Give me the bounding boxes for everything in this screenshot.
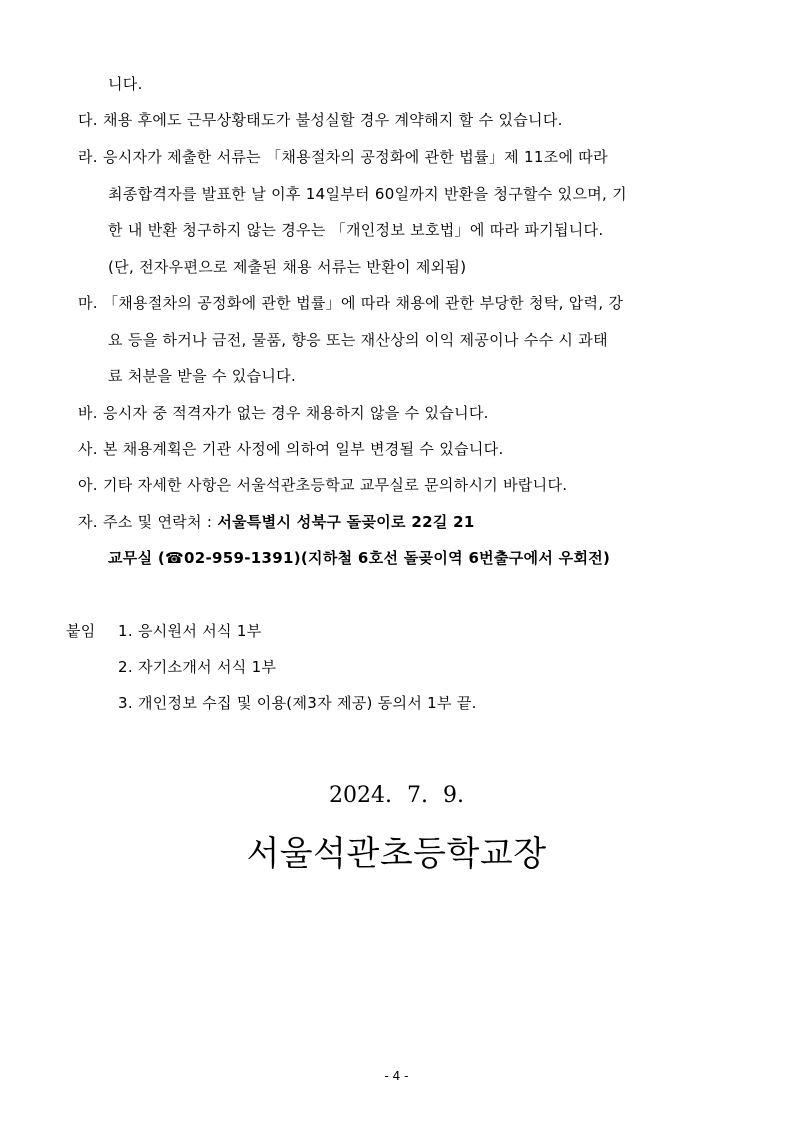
item-ma-line-3: 료 처분을 받을 수 있습니다. (108, 367, 297, 385)
document-date: 2024. 7. 9. (329, 783, 464, 808)
item-marker: 아. (78, 476, 98, 494)
item-text: 본 채용계획은 기관 사정에 의하여 일부 변경될 수 있습니다. (102, 440, 504, 458)
item-marker: 자. (78, 513, 98, 531)
item-ra-line-2: 최종합격자를 발표한 날 이후 14일부터 60일까지 반환을 청구할수 있으며, 기 (108, 185, 627, 203)
school-address: 서울특별시 성북구 돌곶이로 22길 21 (217, 513, 475, 531)
item-text: 응시자가 제출한 서류는 「채용절차의 공정화에 관한 법률」제 11조에 따라 (102, 148, 608, 166)
contact-label: 주소 및 연락처 : (102, 513, 218, 531)
attachment-item: 1. 응시원서 서식 1부 (118, 622, 262, 640)
item-ra (78, 147, 608, 167)
item-marker: 사. (78, 440, 98, 458)
item-text: 채용 후에도 근무상황태도가 불성실할 경우 계약해지 할 수 있습니다. (102, 111, 563, 129)
contact-phone: 교무실 (☎02-959-1391)(지하철 6호선 돌곶이역 6번출구에서 우회전) (108, 549, 611, 567)
attachment-item: 2. 자기소개서 서식 1부 (118, 658, 277, 676)
issuer-name: 서울석관초등학교장 (246, 834, 547, 874)
item-ma-line-2: 요 등을 하거나 금전, 물품, 향응 또는 재산상의 이익 제공이나 수수 시 과태 (108, 331, 608, 349)
page-number: - 4 - (384, 1069, 409, 1083)
item-a (78, 475, 567, 495)
item-ra-note: (단, 전자우편으로 제출된 채용 서류는 반환이 제외됨) (108, 258, 467, 276)
item-marker: 라. (78, 148, 98, 166)
item-ma (78, 293, 623, 313)
item-marker: 바. (78, 404, 98, 422)
item-marker: 마. (78, 294, 98, 312)
continued-text: 니다. (108, 75, 143, 93)
item-text: 「채용절차의 공정화에 관한 법률」에 따라 채용에 관한 부당한 청탁, 압력, 강 (102, 294, 624, 312)
item-text: 응시자 중 적격자가 없는 경우 채용하지 않을 수 있습니다. (102, 404, 489, 422)
item-ba (78, 403, 489, 423)
attachment-item: 3. 개인정보 수집 및 이용(제3자 제공) 동의서 1부 끝. (118, 694, 477, 712)
item-text: 기타 자세한 사항은 서울석관초등학교 교무실로 문의하시기 바랍니다. (102, 476, 568, 494)
item-ra-line-3: 한 내 반환 청구하지 않는 경우는 「개인정보 보호법」에 따라 파기됩니다. (108, 221, 604, 239)
item-sa (78, 439, 504, 459)
attachments-label: 붙임 (66, 622, 96, 640)
item-marker: 다. (78, 111, 98, 129)
item-ja (78, 512, 475, 532)
item-da (78, 110, 563, 130)
